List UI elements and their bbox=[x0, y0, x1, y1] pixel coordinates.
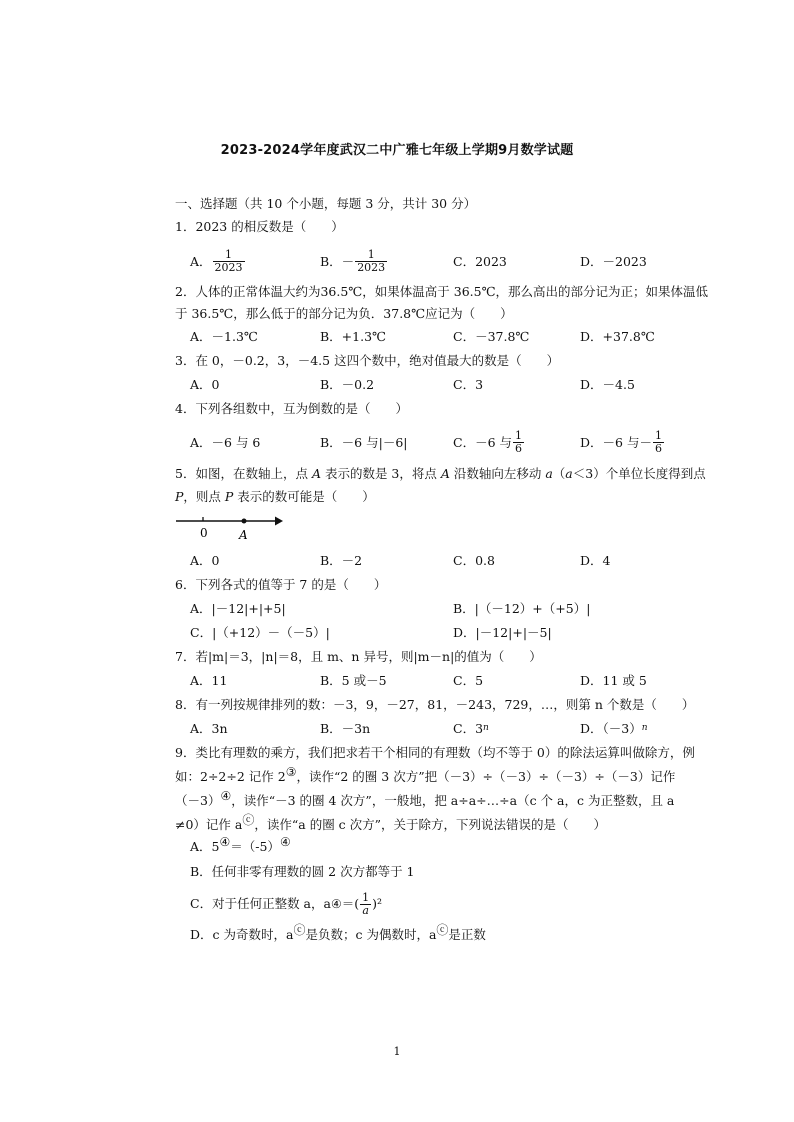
q3-option-b: B．－0.2 bbox=[320, 377, 375, 392]
q2-option-a: A．－1.3℃ bbox=[190, 329, 258, 344]
q7-option-a: A．11 bbox=[190, 673, 228, 688]
q5-option-d: D．4 bbox=[580, 553, 611, 568]
q2-option-b: B．+1.3℃ bbox=[320, 329, 387, 344]
q6-stem: 6．下列各式的值等于 7 的是（ ） bbox=[175, 577, 387, 592]
q8-stem: 8．有一列按规律排列的数：－3，9，－27，81，－243，729，…，则第 n 个数是（ ） bbox=[175, 697, 695, 712]
q9-c-fraction: $\frac{1}{a}$ bbox=[362, 890, 370, 917]
q3-stem: 3．在 0，－0.2，3，－4.5 这四个数中，绝对值最大的数是（ ） bbox=[175, 353, 560, 368]
q4-option-a: A．－6 与 6 bbox=[190, 435, 261, 450]
zero-label: 0 bbox=[200, 526, 208, 540]
q8-option-d: D．（－3） n bbox=[580, 721, 648, 736]
q9-line1: 9．类比有理数的乘方，我们把求若干个相同的有理数（均不等于 0）的除法运算叫做除方，例 bbox=[175, 745, 695, 760]
point-a-dot bbox=[242, 519, 247, 524]
q4-option-b: B．－6 与|－6| bbox=[320, 435, 408, 450]
q4-stem: 4．下列各组数中，互为倒数的是（ ） bbox=[175, 401, 408, 416]
number-line-arrow-icon bbox=[275, 517, 283, 526]
q6-option-a: A．|－12|+|+5| bbox=[190, 601, 286, 616]
q8-option-b: B．－3n bbox=[320, 721, 371, 736]
q4-d-fraction: $\frac{1}{6}$ bbox=[654, 428, 662, 455]
q7-option-c: C．5 bbox=[453, 673, 484, 688]
q5-stem-line2: P，则点 P 表示的数可能是（ ） bbox=[175, 489, 375, 504]
q7-stem: 7．若|m|＝3，|n|＝8，且 m、n 异号，则|m－n|的值为（ ） bbox=[175, 649, 542, 664]
q9-option-d: D．c 为奇数时，aⓒ是负数；c 为偶数时，aⓒ是正数 bbox=[190, 922, 486, 942]
q9-option-a: A．5④＝（-5）④ bbox=[190, 834, 291, 854]
q9-line3: （－3）④，读作“－3 的圈 4 次方”，一般地，把 a÷a÷…÷a（c 个 a，c 为正整数，且 a bbox=[175, 788, 675, 808]
q5-option-a: A．0 bbox=[190, 553, 220, 568]
q1-option-a: A． $\frac{1}{2023}$ bbox=[190, 247, 243, 274]
q1-option-b: B．－ $\frac{1}{2023}$ bbox=[320, 247, 386, 274]
section-heading: 一、选择题（共 10 个小题，每题 3 分，共计 30 分） bbox=[175, 196, 477, 211]
q8-option-a: A．3n bbox=[190, 721, 228, 736]
page-title: 2023-2024学年度武汉二中广雅七年级上学期9月数学试题 bbox=[220, 143, 574, 158]
q1-option-d: D．－2023 bbox=[580, 254, 647, 269]
q2-stem-line1: 2．人体的正常体温大约为36.5℃，如果体温高于 36.5℃，那么高出的部分记为正；如果体温低 bbox=[175, 284, 709, 299]
q9-line2: 如：2÷2÷2 记作 2③，读作“2 的圈 3 次方”把（－3）÷（－3）÷（－3）÷（－3）记作 bbox=[175, 764, 676, 784]
q4-option-d: D．－6 与－ $\frac{1}{6}$ bbox=[580, 428, 662, 455]
q2-stem-line2: 于 36.5℃，那么低于的部分记为负．37.8℃应记为（ ） bbox=[175, 306, 513, 321]
q3-option-c: C．3 bbox=[453, 377, 484, 392]
page-number: 1 bbox=[393, 1045, 401, 1058]
q5-option-b: B．－2 bbox=[320, 553, 363, 568]
q1-stem: 1．2023 的相反数是（ ） bbox=[175, 219, 344, 234]
q7-option-d: D．11 或 5 bbox=[580, 673, 647, 688]
q2-option-c: C．－37.8℃ bbox=[453, 329, 530, 344]
q7-option-b: B．5 或－5 bbox=[320, 673, 387, 688]
q6-option-c: C．|（+12）－（－5）| bbox=[190, 625, 330, 640]
q2-option-d: D．+37.8℃ bbox=[580, 329, 655, 344]
q4-option-c: C．－6 与 $\frac{1}{6}$ bbox=[453, 428, 522, 455]
q6-option-d: D．|－12|+|－5| bbox=[453, 625, 552, 640]
q8-option-c: C．3 n bbox=[453, 721, 489, 736]
q9-line4: ≠0）记作 aⓒ，读作“a 的圈 c 次方”，关于除方，下列说法错误的是（ ） bbox=[175, 812, 607, 832]
q1-b-fraction: $\frac{1}{2023}$ bbox=[357, 247, 386, 274]
q3-option-d: D．－4.5 bbox=[580, 377, 635, 392]
q1-option-c: C．2023 bbox=[453, 254, 507, 269]
q3-option-a: A．0 bbox=[190, 377, 220, 392]
q1-a-fraction: $\frac{1}{2023}$ bbox=[214, 247, 243, 274]
q6-option-b: B．|（－12）+（+5）| bbox=[453, 601, 591, 616]
q4-c-fraction: $\frac{1}{6}$ bbox=[515, 428, 522, 455]
q5-stem-line1: 5．如图，在数轴上，点 A 表示的数是 3，将点 A 沿数轴向左移动 a（a＜3）个单位长度得到点 bbox=[175, 466, 706, 481]
q9-option-b: B．任何非零有理数的圆 2 次方都等于 1 bbox=[190, 864, 415, 879]
point-a-label: A bbox=[239, 528, 248, 542]
number-line-figure bbox=[175, 511, 285, 545]
q5-option-c: C．0.8 bbox=[453, 553, 495, 568]
q9-option-c: C．对于任何正整数 a，a ④ ＝( $\frac{1}{a}$ )² bbox=[190, 890, 382, 917]
